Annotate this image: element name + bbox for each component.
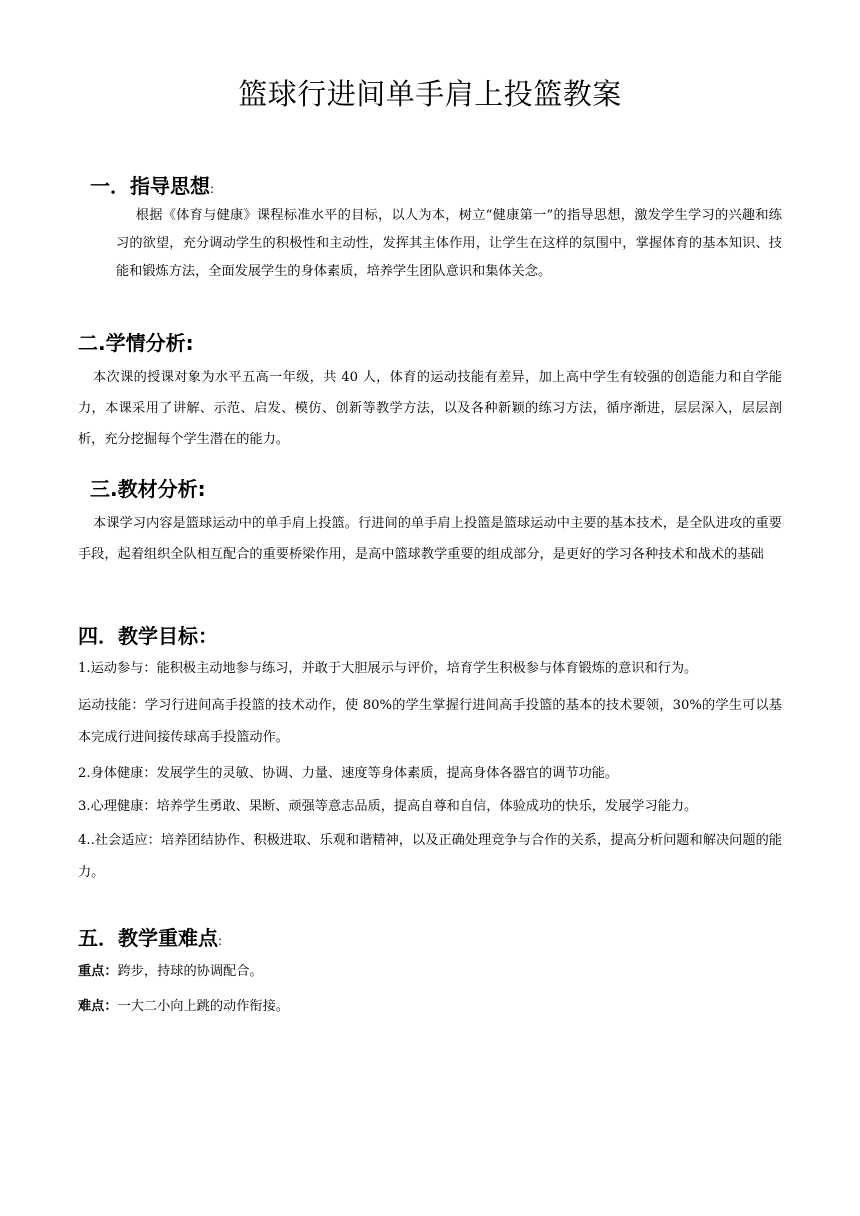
section-1-body: 根据《体育与健康》课程标准水平的目标，以人为本，树立“健康第一”的指导思想，激发学生学习的兴趣和练习的欲望，充分调动学生的积极性和主动性，发挥其主体作用，让学生在这样的氛围中，掌握体育的基本知识、技能和锻炼方法，全面发展学生的身体素质，培养学生团队意识和集体关念。 bbox=[116, 208, 782, 279]
goal-1: 1.运动参与：能积极主动地参与练习，并敢于大胆展示与评价，培育学生积极参与体育锻炼的意识和行为。 bbox=[78, 661, 698, 676]
difficulty-point-label: 难点： bbox=[78, 999, 118, 1014]
section-2-body: 本次课的授课对象为水平五高一年级，共 40 人，体育的运动技能有差异，加上高中学生有较强的创造能力和自学能力，本课采用了讲解、示范、启发、模仿、创新等教学方法，以及各种新颖的练习方法，循序渐进，层层深入，层层剖析，充分挖掘每个学生潜在的能力。 bbox=[78, 370, 782, 447]
difficulty-point bbox=[78, 997, 289, 1017]
section-2-heading: 二.学情分析: bbox=[78, 331, 194, 355]
key-point-text: 跨步，持球的协调配合。 bbox=[117, 964, 263, 979]
key-point bbox=[78, 962, 263, 982]
goal-4: 4..社会适应：培养团结协作、积极进取、乐观和谐精神，以及正确处理竞争与合作的关系，提高分析问题和解决问题的能力。 bbox=[78, 833, 782, 880]
goal-1-skill: 运动技能：学习行进间高手投篮的技术动作，使 80%的学生掌握行进间高手投篮的基本的技术要领，30%的学生可以基本完成行进间接传球高手投篮动作。 bbox=[78, 698, 782, 745]
section-4-heading: 四．教学目标： bbox=[78, 624, 218, 648]
goal-3: 3.心理健康：培养学生勇敢、果断、顽强等意志品质，提高自尊和自信，体验成功的快乐，发展学习能力。 bbox=[78, 799, 698, 814]
section-1-heading-text: 一．指导思想 bbox=[90, 174, 210, 198]
section-3-body: 本课学习内容是篮球运动中的单手肩上投篮。行进间的单手肩上投篮是篮球运动中主要的基本技术，是全队进攻的重要手段，起着组织全队相互配合的重要桥梁作用，是高中篮球教学重要的组成部分，是更好的学习各种技术和战术的基础 bbox=[78, 516, 782, 562]
key-point-label: 重点： bbox=[78, 964, 118, 979]
document-title: 篮球行进间单手肩上投篮教案 bbox=[238, 77, 622, 111]
section-5-heading-text: 五．教学重难点 bbox=[78, 926, 218, 950]
goal-2: 2.身体健康：发展学生的灵敏、协调、力量、速度等身体素质，提高身体各器官的调节功能。 bbox=[78, 766, 619, 781]
section-1-heading bbox=[90, 170, 214, 199]
section-3-heading: 三.教材分析: bbox=[90, 477, 206, 501]
section-1-heading-colon: : bbox=[210, 182, 215, 196]
section-5-heading-colon: : bbox=[218, 934, 223, 948]
section-5-heading bbox=[78, 922, 222, 951]
difficulty-point-text: 一大二小向上跳的动作衔接。 bbox=[117, 999, 289, 1014]
